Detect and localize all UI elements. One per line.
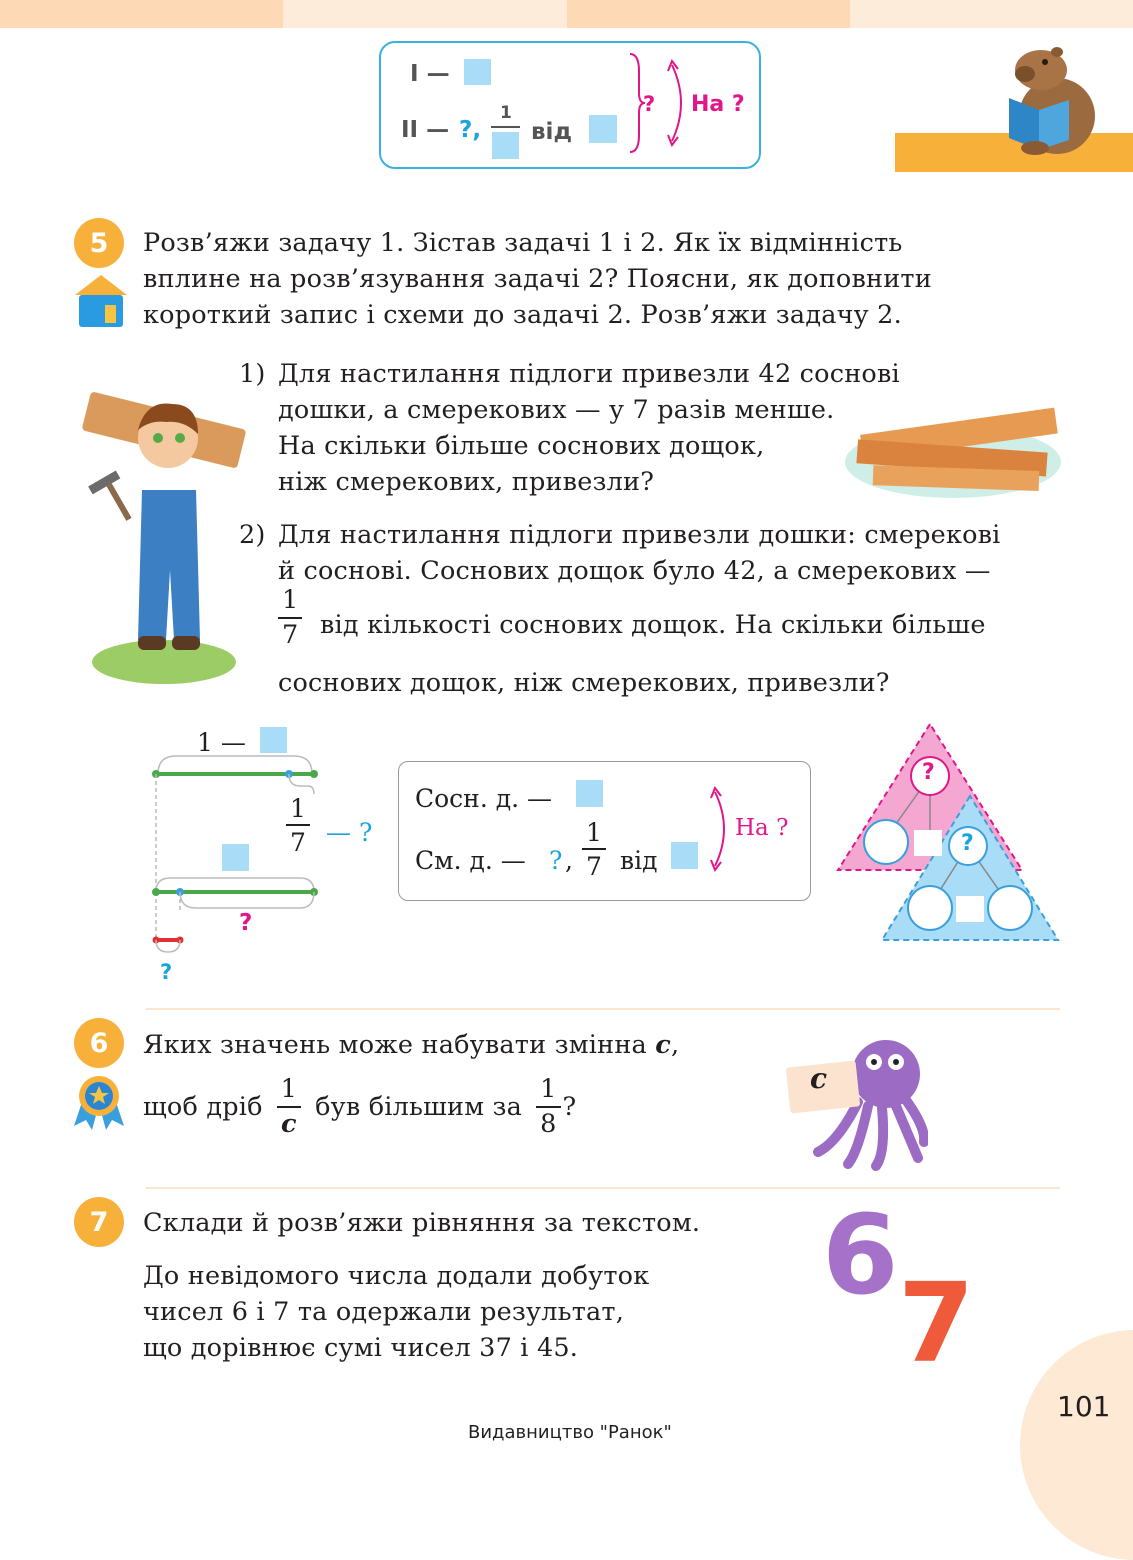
problem1-line: На скільки більше соснових дощок, bbox=[278, 431, 765, 461]
task-badge-6: 6 bbox=[74, 1018, 124, 1068]
fraction-denominator: 7 bbox=[286, 824, 310, 855]
diagram-lower-square bbox=[222, 844, 249, 871]
digit-seven-character: 7 bbox=[898, 1259, 975, 1387]
problem1-marker: 1) bbox=[239, 359, 266, 389]
fraction-denominator: c bbox=[277, 1106, 301, 1138]
fraction-bar bbox=[491, 126, 520, 128]
record-fraction bbox=[582, 820, 606, 879]
task6-line2 bbox=[143, 1074, 577, 1139]
compare-arrow bbox=[664, 59, 690, 147]
dash-question-text: — ? bbox=[326, 818, 373, 847]
fraction-denominator-square bbox=[492, 132, 519, 159]
header-segment bbox=[850, 0, 1133, 28]
record-row1-square bbox=[576, 780, 603, 807]
compare-arrow bbox=[707, 786, 733, 872]
diagram-magenta-question: ? bbox=[239, 910, 253, 936]
task7-body-line: чисел 6 і 7 та одержали результат, bbox=[143, 1297, 625, 1327]
diagram-top-label: 1 — bbox=[197, 728, 246, 757]
header-segment bbox=[0, 0, 283, 28]
problem2-fraction bbox=[278, 585, 302, 650]
short-record-box bbox=[398, 761, 811, 901]
fraction-numerator: 1 bbox=[586, 818, 602, 847]
fraction-numerator: 1 bbox=[540, 1074, 557, 1104]
record-row2-square bbox=[671, 842, 698, 869]
problem1-line: дошки, а смерекових — у 7 разів менше. bbox=[278, 395, 835, 425]
task5-line: Розв’яжи задачу 1. Зістав задачі 1 і 2. Як їх відмінність bbox=[143, 228, 903, 258]
problem1-line: Для настилання підлоги привезли 42 соснові bbox=[278, 359, 900, 389]
diagram-dash-question bbox=[326, 818, 372, 847]
record-row2-label: См. д. — bbox=[415, 846, 526, 875]
problem2-line: Для настилання підлоги привезли дошки: смерекові bbox=[278, 520, 1001, 550]
header-stripe bbox=[0, 0, 1133, 28]
triangle-question-top: ? bbox=[922, 760, 935, 785]
fraction-denominator: 7 bbox=[278, 617, 302, 649]
segment-diagram bbox=[140, 720, 390, 990]
publisher-label: Видавництво "Ранок" bbox=[468, 1422, 672, 1443]
task7-line1: Склади й розв’яжи рівняння за текстом. bbox=[143, 1208, 701, 1238]
row-one-square bbox=[464, 59, 491, 85]
diagram-fraction bbox=[286, 796, 310, 855]
of-word: від bbox=[531, 119, 573, 145]
of-square bbox=[589, 115, 617, 143]
fraction-numerator: 1 bbox=[282, 585, 299, 615]
record-of-word: від bbox=[620, 846, 658, 875]
fraction-numerator: 1 bbox=[500, 103, 512, 123]
page-number: 101 bbox=[1057, 1390, 1111, 1423]
task6-line1-text: Яких значень може набувати змінна bbox=[143, 1030, 647, 1060]
fraction-denominator: 7 bbox=[582, 848, 606, 879]
task6-line2-end: ? bbox=[562, 1092, 577, 1122]
task5-line: вплине на розв’язування задачі 2? Поясни, як доповнити bbox=[143, 264, 932, 294]
problem2-marker: 2) bbox=[239, 520, 266, 550]
task6-line1 bbox=[143, 1027, 679, 1063]
task6-line2-mid: був більшим за bbox=[315, 1092, 523, 1122]
section-divider bbox=[146, 1008, 1060, 1010]
compare-label: На ? bbox=[691, 92, 745, 117]
octopus-illustration bbox=[778, 1032, 928, 1172]
problem2-line: соснових дощок, ніж смерекових, привезли? bbox=[278, 668, 890, 698]
task6-variable: c bbox=[655, 1030, 671, 1060]
diagram-cyan-question: ? bbox=[160, 960, 173, 984]
task6-line2-start: щоб дріб bbox=[143, 1092, 263, 1122]
page-corner bbox=[1020, 1330, 1133, 1560]
record-compare-label: На ? bbox=[735, 815, 789, 841]
record-row1: Сосн. д. — bbox=[415, 784, 553, 813]
wooden-boards-illustration bbox=[843, 402, 1063, 508]
task7-body-line: До невідомого числа додали добуток bbox=[143, 1261, 650, 1291]
triangle-question-second: ? bbox=[961, 831, 974, 856]
record-row2-comma: , bbox=[565, 846, 573, 875]
section-divider bbox=[146, 1187, 1060, 1189]
fraction-numerator: 1 bbox=[290, 794, 306, 823]
problem1-line: ніж смерекових, привезли? bbox=[278, 467, 655, 497]
row-two-label: II — bbox=[401, 117, 450, 143]
task7-body-line: що дорівнює сумі чисел 37 і 45. bbox=[143, 1333, 579, 1363]
record-row2-question: ? bbox=[549, 846, 563, 875]
house-icon bbox=[71, 273, 131, 329]
row-two-question: ?, bbox=[459, 117, 482, 143]
task6-fraction-1 bbox=[277, 1074, 301, 1139]
medal-icon bbox=[72, 1074, 126, 1132]
problem2-line: від кількості соснових дощок. На скільки більше bbox=[320, 610, 986, 640]
octopus-card-letter: c bbox=[810, 1062, 828, 1095]
fraction-denominator: 8 bbox=[536, 1106, 560, 1138]
row-one-label: I — bbox=[410, 61, 450, 87]
header-segment bbox=[283, 0, 567, 28]
task-badge-7: 7 bbox=[74, 1197, 124, 1247]
problem2-line: й соснові. Соснових дощок було 42, а смерекових — bbox=[278, 556, 991, 586]
header-segment bbox=[567, 0, 850, 28]
capybara-illustration bbox=[995, 38, 1115, 158]
digit-six-character: 6 bbox=[822, 1191, 899, 1319]
task-badge-5: 5 bbox=[74, 218, 124, 268]
number-triangles bbox=[834, 720, 1064, 946]
boy-with-board-illustration bbox=[76, 390, 246, 690]
task5-line: короткий запис і схеми до задачі 2. Розв’яжи задачу 2. bbox=[143, 300, 902, 330]
task6-fraction-2 bbox=[536, 1074, 560, 1139]
task6-line1-comma: , bbox=[670, 1030, 680, 1060]
brace-question: ? bbox=[643, 92, 656, 116]
fraction-numerator: 1 bbox=[280, 1074, 298, 1104]
top-short-record-box bbox=[379, 41, 761, 169]
